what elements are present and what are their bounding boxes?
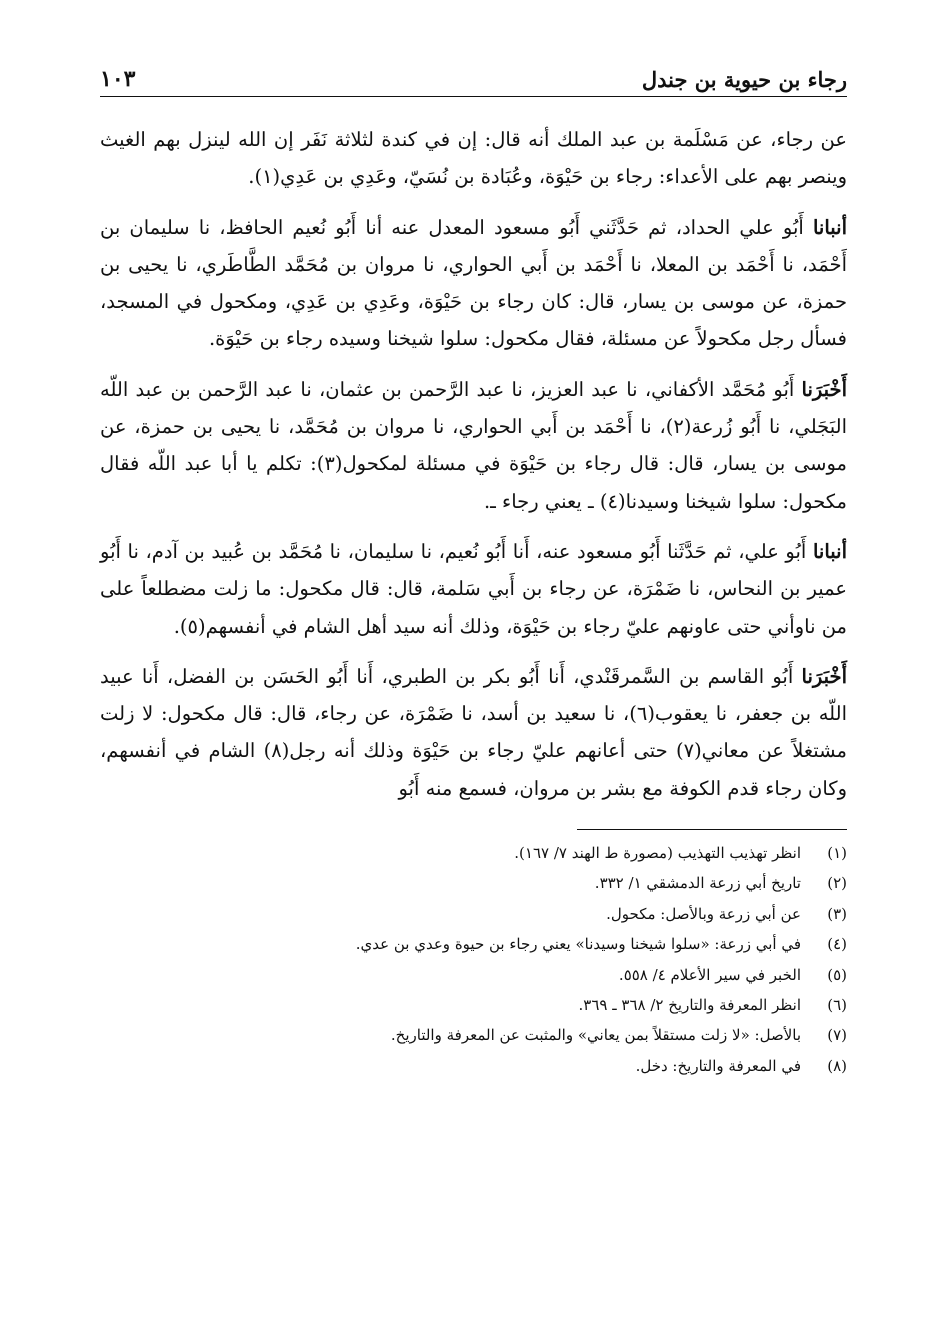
footnote xyxy=(100,868,847,898)
page-header xyxy=(100,58,847,97)
paragraph-lead: أَخْبَرَنا xyxy=(801,377,847,401)
footnote-text: الخبر في سير الأعلام ٤/ ٥٥٨. xyxy=(618,965,801,984)
footnote xyxy=(100,960,847,990)
paragraph xyxy=(100,371,847,520)
footnote xyxy=(100,1051,847,1081)
book-page xyxy=(100,58,847,1298)
footnote-text: في أبي زرعة: «سلوا شيخنا وسيدنا» يعني رجاء بن حيوة وعدي بن عدي. xyxy=(355,935,801,954)
footnote-number: (٢) xyxy=(827,874,847,893)
page-number: ١٠٣ xyxy=(100,66,136,92)
footnote-number: (٨) xyxy=(827,1056,847,1075)
footnote-number: (٥) xyxy=(827,965,847,984)
footnote-text: في المعرفة والتاريخ: دخل. xyxy=(635,1056,801,1075)
main-text xyxy=(100,121,847,807)
footnote-separator xyxy=(577,829,847,830)
footnote-text: بالأصل: «لا زلت مستقلاً بمن يعاني» والمثبت عن المعرفة والتاريخ. xyxy=(390,1026,801,1045)
paragraph-lead: أنبانا xyxy=(812,215,847,239)
paragraph-text: أَبُو القاسم بن السَّمرقَنْدي، أَنا أَبُو بكر بن الطبري، أَنا أَبُو الحَسَن بن الفضل، أَنا عبيد اللّه بن جعفر، نا يعقوب(٦)، نا سعيد بن أسد، نا ضَمْرَة، عن رجاء، قال: قال مكحول: لا زلت مشتغلاً عن معاني(٧) حتى أعانهم عليّ رجاء بن حَيْوَة وذلك أنه رجل(٨) الشام في أنفسهم، وكان رجاء قدم الكوفة مع بشر بن مروان، فسمع منه أَبُو xyxy=(100,664,847,800)
paragraph-lead: أَخْبَرَنا xyxy=(801,664,847,688)
footnote-number: (٤) xyxy=(827,935,847,954)
footnote xyxy=(100,838,847,868)
paragraph-text: أَبُو علي الحداد، ثم حَدَّثَني أَبُو مسعود المعدل عنه أنا أَبُو نُعيم الحافظ، نا سليمان بن أَحْمَد، نا أَحْمَد بن المعلا، نا أَحْمَد بن أَبي الحواري، نا مروان بن مُحَمَّد الطَّاطَري، نا يحيى بن حمزة، عن موسى بن يسار، قال: كان رجاء بن حَيْوَة، وعَدِي بن عَدِي، ومكحول في المسجد، فسأل رجل مكحولاً عن مسئلة، فقال مكحول: سلوا شيخنا وسيده رجاء بن حَيْوَة. xyxy=(100,215,847,351)
footnote-text: عن أبي زرعة وبالأصل: مكحول. xyxy=(606,904,801,923)
paragraph xyxy=(100,121,847,196)
paragraph-text: أَبُو مُحَمَّد الأكفاني، نا عبد العزيز، نا عبد الرَّحمن بن عثمان، نا عبد الرَّحمن بن عبد اللّه البَجَلي، نا أَبُو زُرعة(٢)، نا أَحْمَد بن أَبي الحواري، نا مروان بن مُحَمَّد، نا يحيى بن حمزة، عن موسى بن يسار، قال: قال رجاء بن حَيْوَة في مسئلة لمكحول(٣): تكلم يا أبا عبد اللّه فقال مكحول: سلوا شيخنا وسيدنا(٤) ـ يعني رجاء ـ. xyxy=(100,377,848,513)
footnote-number: (٣) xyxy=(827,904,847,923)
footnote xyxy=(100,990,847,1020)
running-head: رجاء بن حيوية بن جندل xyxy=(641,67,847,92)
footnote-number: (١) xyxy=(827,844,847,863)
paragraph-lead: أنبانا xyxy=(812,539,847,563)
footnotes-list xyxy=(100,838,847,1081)
footnote-text: انظر المعرفة والتاريخ ٢/ ٣٦٨ ـ ٣٦٩. xyxy=(578,996,801,1015)
footnote-text: انظر تهذيب التهذيب (مصورة ط الهند ٧/ ١٦٧). xyxy=(514,844,801,863)
footnote-number: (٧) xyxy=(827,1026,847,1045)
paragraph xyxy=(100,533,847,645)
paragraph xyxy=(100,658,847,807)
footnote-text: تاريخ أبي زرعة الدمشقي ١/ ٣٣٢. xyxy=(594,874,801,893)
paragraph xyxy=(100,209,847,358)
paragraph-text: عن رجاء، عن مَسْلَمة بن عبد الملك أنه قال: إن في كندة لثلاثة نَفَر إن الله لينزل بهم الغيث وينصر بهم على الأعداء: رجاء بن حَيْوَة، وعُبَادة بن نُسَيّ، وعَدِي بن عَدِي(١). xyxy=(100,128,847,189)
footnote-number: (٦) xyxy=(827,996,847,1015)
footnote xyxy=(100,899,847,929)
paragraph-text: أَبُو علي، ثم حَدَّثَنا أَبُو مسعود عنه، أَنا أَبُو نُعيم، نا سليمان، نا مُحَمَّد بن عُبيد بن آدم، نا أَبُو عمير بن النحاس، نا ضَمْرَة، عن رجاء بن أَبي سَلمة، قال: قال مكحول: ما زلت مضطلعاً على من ناوأني حتى عاونهم عليّ رجاء بن حَيْوَة، وذلك أنه سيد أهل الشام في أنفسهم(٥). xyxy=(100,539,847,638)
footnote xyxy=(100,929,847,959)
footnote xyxy=(100,1020,847,1050)
